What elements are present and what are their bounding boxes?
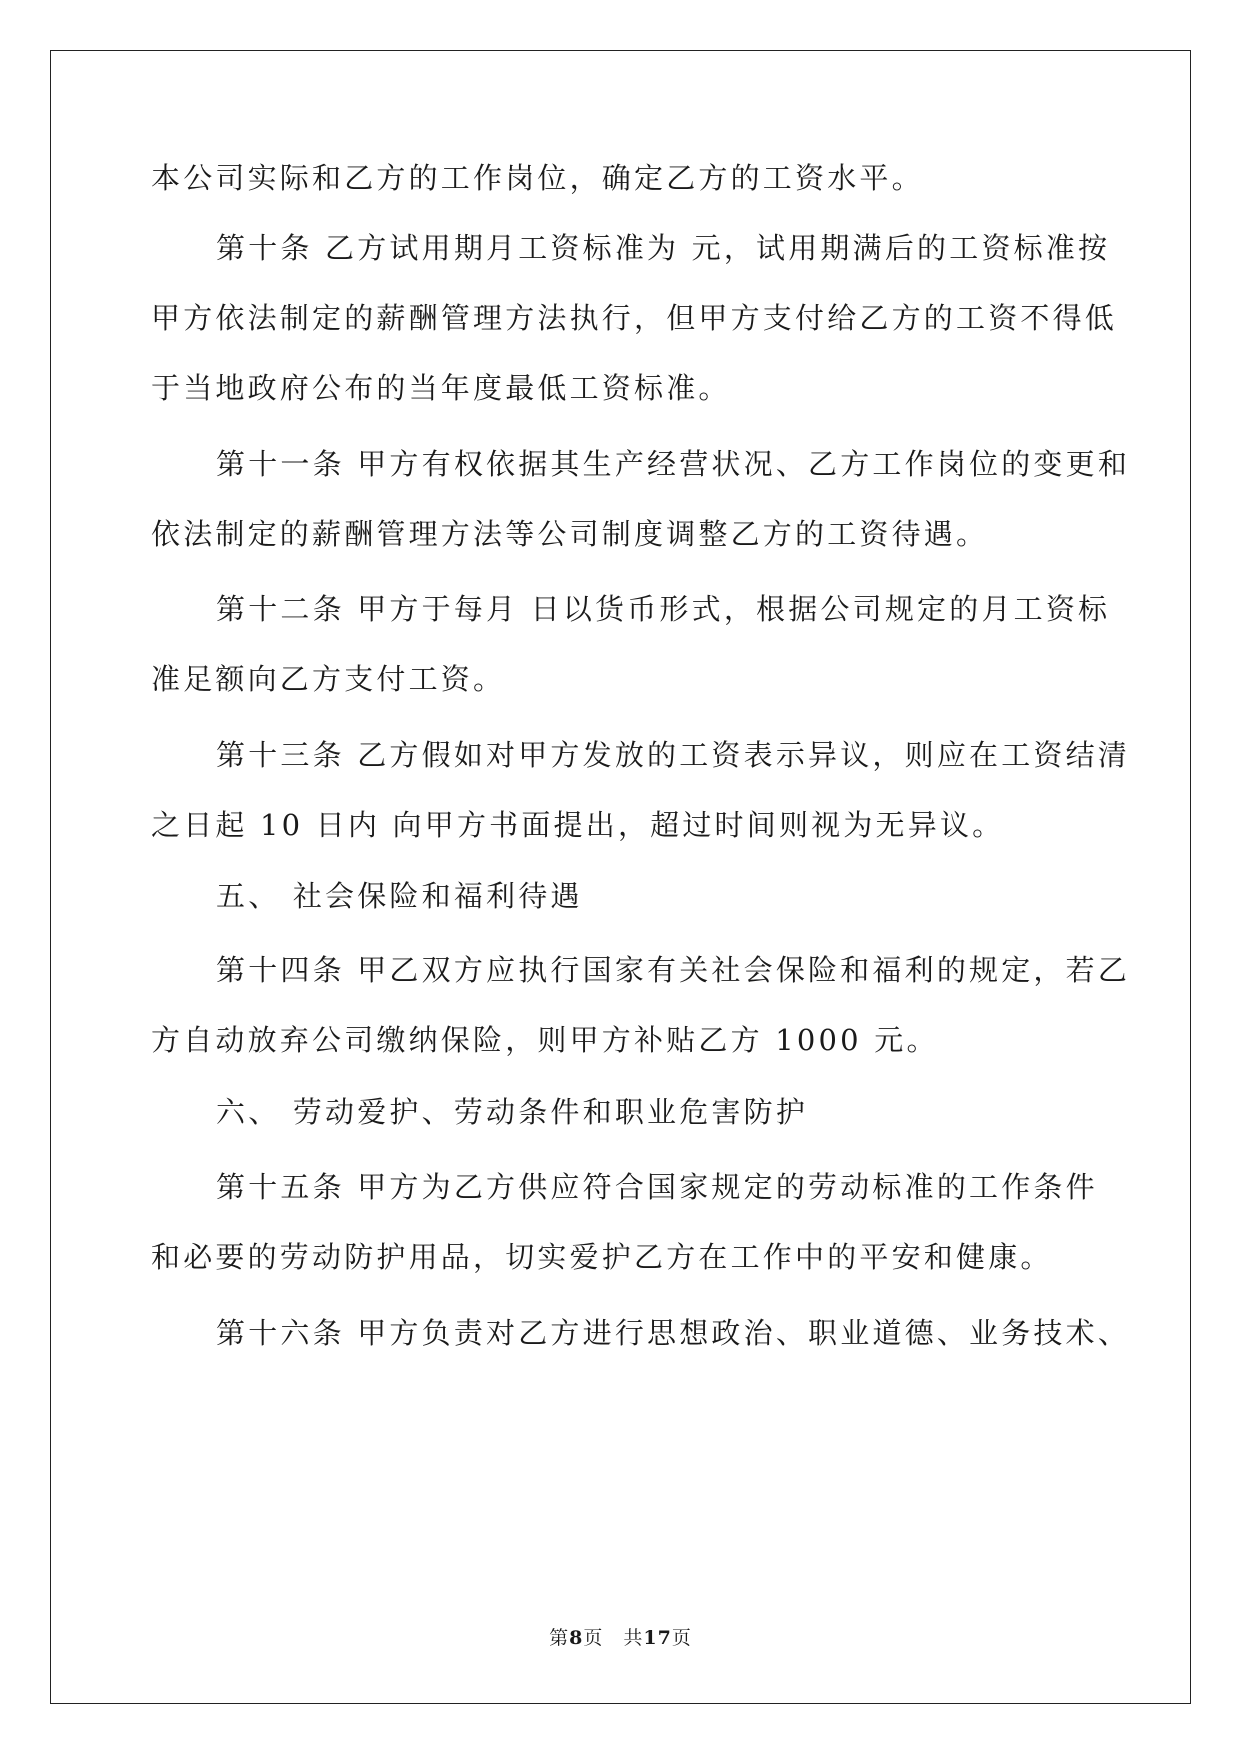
article-16-heading-line: 第十六条 甲方负责对乙方进行思想政治、职业道德、业务技术、 — [216, 1316, 1131, 1350]
text-line: 甲方依法制定的薪酬管理方法执行，但甲方支付给乙方的工资不得低 — [151, 301, 1118, 335]
total-suffix: 页 — [671, 1627, 692, 1649]
article-15-heading-line: 第十五条 甲方为乙方供应符合国家规定的劳动标准的工作条件 — [216, 1170, 1098, 1204]
page-prefix: 第 — [549, 1627, 570, 1649]
text-line: 本公司实际和乙方的工作岗位，确定乙方的工资水平。 — [151, 161, 924, 195]
section-6-heading: 六、 劳动爱护、劳动条件和职业危害防护 — [216, 1095, 809, 1129]
article-12-heading-line: 第十二条 甲方于每月 日以货币形式，根据公司规定的月工资标 — [216, 592, 1111, 626]
article-11-heading-line: 第十一条 甲方有权依据其生产经营状况、乙方工作岗位的变更和 — [216, 447, 1131, 481]
text-line: 于当地政府公布的当年度最低工资标准。 — [151, 371, 731, 405]
total-pages: 17 — [643, 1627, 672, 1649]
page-number: 8 — [569, 1627, 584, 1649]
text-line: 和必要的劳动防护用品，切实爱护乙方在工作中的平安和健康。 — [151, 1240, 1053, 1274]
total-prefix: 共 — [623, 1627, 644, 1649]
page-footer — [0, 1626, 1241, 1650]
page-suffix: 页 — [583, 1627, 604, 1649]
article-13-heading-line: 第十三条 乙方假如对甲方发放的工资表示异议，则应在工资结清 — [216, 738, 1131, 772]
text-line: 方自动放弃公司缴纳保险，则甲方补贴乙方 1000 元。 — [151, 1023, 939, 1057]
text-line: 准足额向乙方支付工资。 — [151, 662, 506, 696]
article-14-heading-line: 第十四条 甲乙双方应执行国家有关社会保险和福利的规定，若乙 — [216, 953, 1131, 987]
text-line: 之日起 10 日内 向甲方书面提出，超过时间则视为无异议。 — [151, 808, 1005, 842]
section-5-heading: 五、 社会保险和福利待遇 — [216, 879, 583, 913]
text-line: 依法制定的薪酬管理方法等公司制度调整乙方的工资待遇。 — [151, 517, 989, 551]
article-10-heading-line: 第十条 乙方试用期月工资标准为 元，试用期满后的工资标准按 — [216, 231, 1111, 265]
